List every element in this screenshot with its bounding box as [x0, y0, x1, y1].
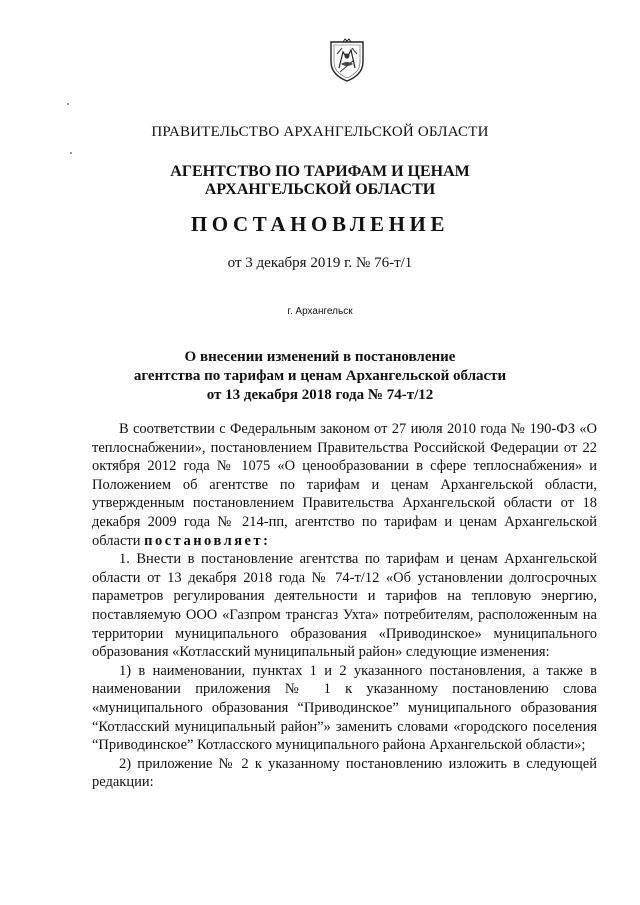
subitem-1-paragraph: 1) в наименовании, пунктах 1 и 2 указанного постановления, а также в наименовании приложения № 1 к указанному постановлению слова «муниципального образования “Приводинское” муниципального образования “Котласский муниципальный район”» заменить словами «городского поселения “Приводинское” Котласского муниципального района Архангельской области»;	[92, 662, 597, 754]
decree-word: постановляет:	[144, 532, 271, 549]
item-1-paragraph: 1. Внести в постановление агентства по тарифам и ценам Архангельской области от 13 декабря 2018 года № 74-т/12 «Об установлении долгосрочных параметров регулирования деятельности и тарифов на тепловую энергию, поставляемую ООО «Газпром трансгаз Ухта» потребителям, расположенным на территории муниципального образования «Приводинское» муниципального образования «Котласский муниципальный район» следующие изменения:	[92, 551, 597, 661]
government-name: ПРАВИТЕЛЬСТВО АРХАНГЕЛЬСКОЙ ОБЛАСТИ	[151, 124, 489, 140]
document-date-number: от 3 декабря 2019 г. № 76-т/1	[227, 255, 413, 271]
agency-name	[0, 163, 640, 199]
agency-name-line2: АРХАНГЕЛЬСКОЙ ОБЛАСТИ	[204, 181, 436, 198]
agency-name-line1: АГЕНТСТВО ПО ТАРИФАМ И ЦЕНАМ	[170, 163, 470, 180]
document-type: ПОСТАНОВЛЕНИЕ	[190, 212, 450, 236]
subitem-2-paragraph: 2) приложение № 2 к указанному постановлению изложить в следующей редакции:	[92, 755, 597, 791]
subject-line1: О внесении изменений в постановление	[184, 349, 456, 365]
document-subject	[0, 348, 640, 405]
scan-mark	[67, 103, 69, 105]
subject-line3: от 13 декабря 2018 года № 74-т/12	[206, 387, 434, 403]
preamble-paragraph	[92, 420, 597, 550]
scan-mark	[70, 152, 72, 154]
document-city: г. Архангельск	[287, 306, 353, 317]
coat-of-arms-icon	[327, 38, 367, 82]
preamble-text: В соответствии с Федеральным законом от 27 июля 2010 года № 190-ФЗ «О теплоснабжении», постановлением Правительства Российской Федерации от 22 октября 2012 года № 1075 «О ценообразовании в сфере теплоснабжения» и Положением об агентстве по тарифам и ценам Архангельской области, утвержденным постановлением Правительства Архангельской области от 18 декабря 2009 года № 214-пп, агентство по тарифам и ценам Архангельской области	[92, 421, 597, 549]
document-body	[92, 420, 597, 792]
subject-line2: агентства по тарифам и ценам Архангельской области	[133, 368, 507, 384]
